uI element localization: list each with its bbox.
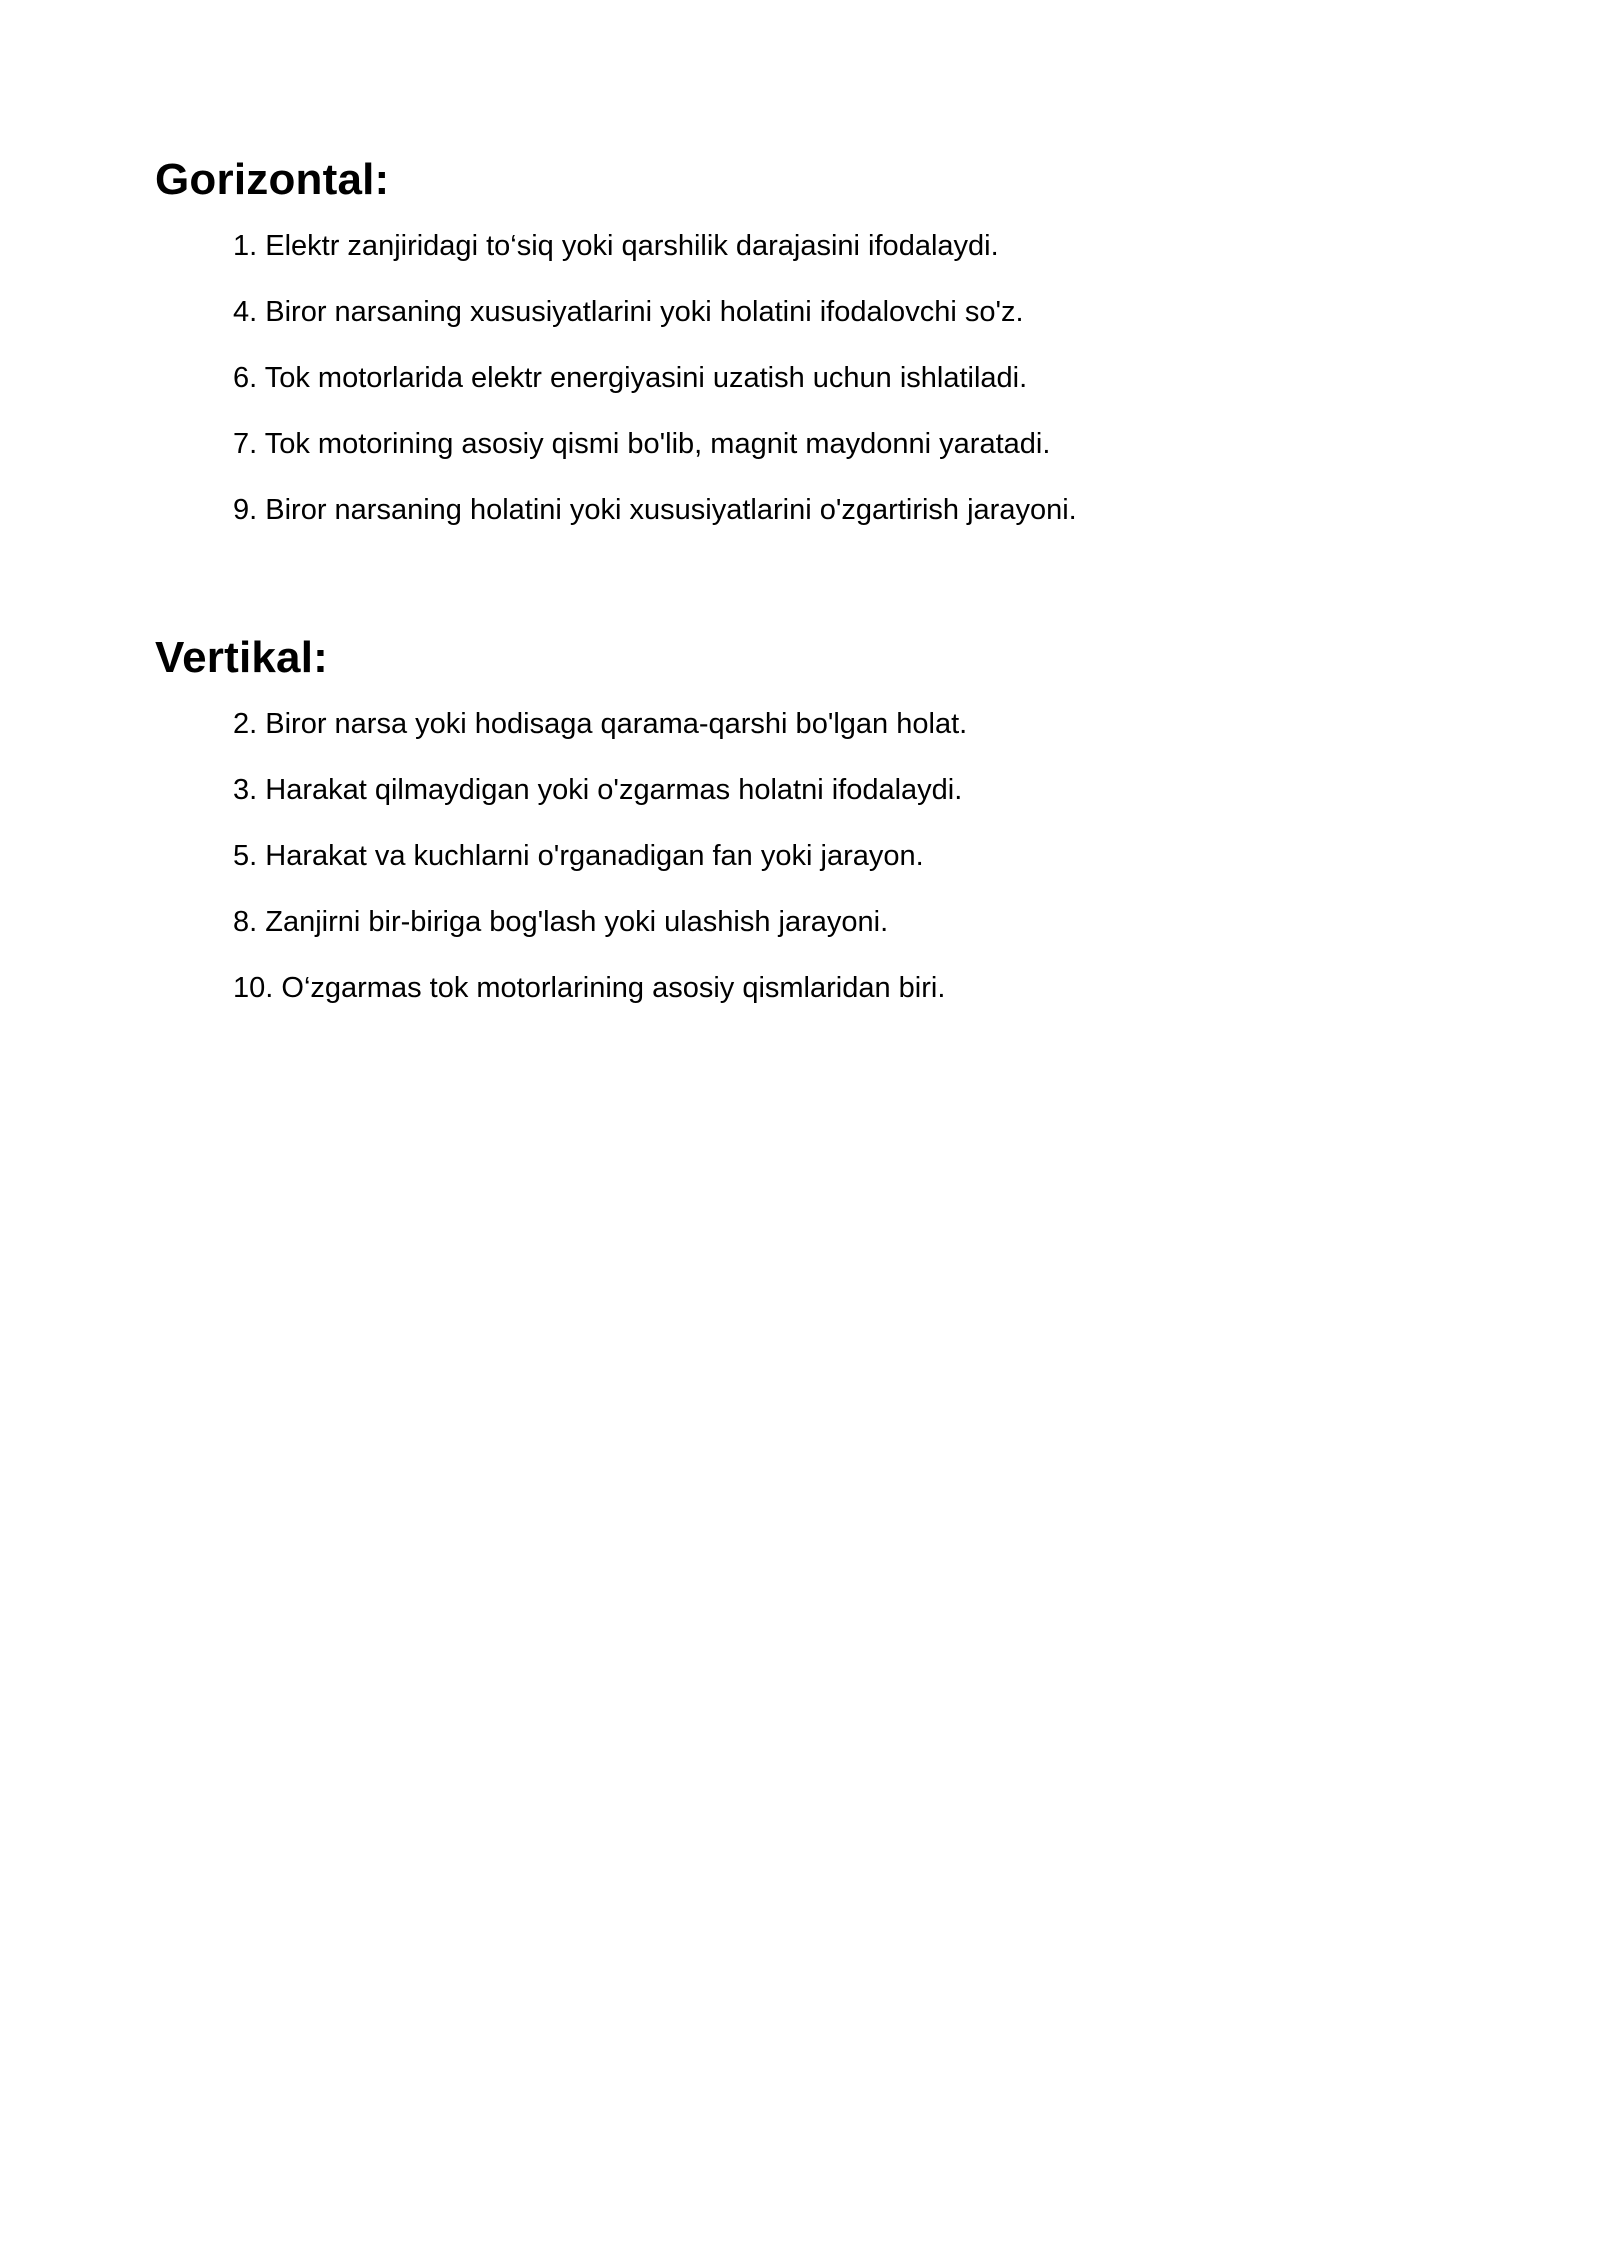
clue-item [233, 706, 1455, 742]
clue-number: 8. [233, 906, 258, 938]
clue-number: 5. [233, 840, 258, 872]
clue-number: 1. [233, 230, 258, 262]
gorizontal-heading: Gorizontal: [155, 155, 390, 204]
clue-item [233, 492, 1455, 528]
clue-number: 3. [233, 774, 258, 806]
vertikal-section [155, 628, 1455, 1036]
clue-item [233, 228, 1455, 264]
clue-item [233, 838, 1455, 874]
clue-number: 7. [233, 428, 258, 460]
clue-item [233, 294, 1455, 330]
clue-item [233, 904, 1455, 940]
clue-item [233, 426, 1455, 462]
clue-number: 10. [233, 972, 274, 1004]
clue-item [233, 970, 1455, 1006]
clue-number: 4. [233, 296, 258, 328]
gorizontal-clue-list [233, 228, 1455, 528]
clue-text: Zanjirni bir-biriga bog'lash yoki ulashish jarayoni. [265, 906, 889, 938]
clue-number: 6. [233, 362, 258, 394]
clue-text: Biror narsaning holatini yoki xususiyatlarini o'zgartirish jarayoni. [265, 494, 1077, 526]
clue-text: Tok motorlarida elektr energiyasini uzatish uchun ishlatiladi. [264, 362, 1028, 394]
clue-item [233, 772, 1455, 808]
clue-text: Harakat qilmaydigan yoki o'zgarmas holatni ifodalaydi. [265, 774, 963, 806]
clue-text: Tok motorining asosiy qismi bo'lib, magnit maydonni yaratadi. [264, 428, 1051, 460]
vertikal-clue-list [233, 706, 1455, 1006]
clue-text: Biror narsa yoki hodisaga qarama-qarshi bo'lgan holat. [265, 708, 968, 740]
clue-number: 9. [233, 494, 258, 526]
clue-text: Harakat va kuchlarni o'rganadigan fan yoki jarayon. [265, 840, 924, 872]
clue-text: Biror narsaning xususiyatlarini yoki holatini ifodalovchi so'z. [265, 296, 1024, 328]
clue-text: Elektr zanjiridagi to‘siq yoki qarshilik darajasini ifodalaydi. [265, 230, 999, 262]
clue-text: O‘zgarmas tok motorlarining asosiy qismlaridan biri. [281, 972, 946, 1004]
clue-item [233, 360, 1455, 396]
gorizontal-section [155, 150, 1455, 558]
clue-number: 2. [233, 708, 258, 740]
vertikal-heading: Vertikal: [155, 633, 329, 682]
